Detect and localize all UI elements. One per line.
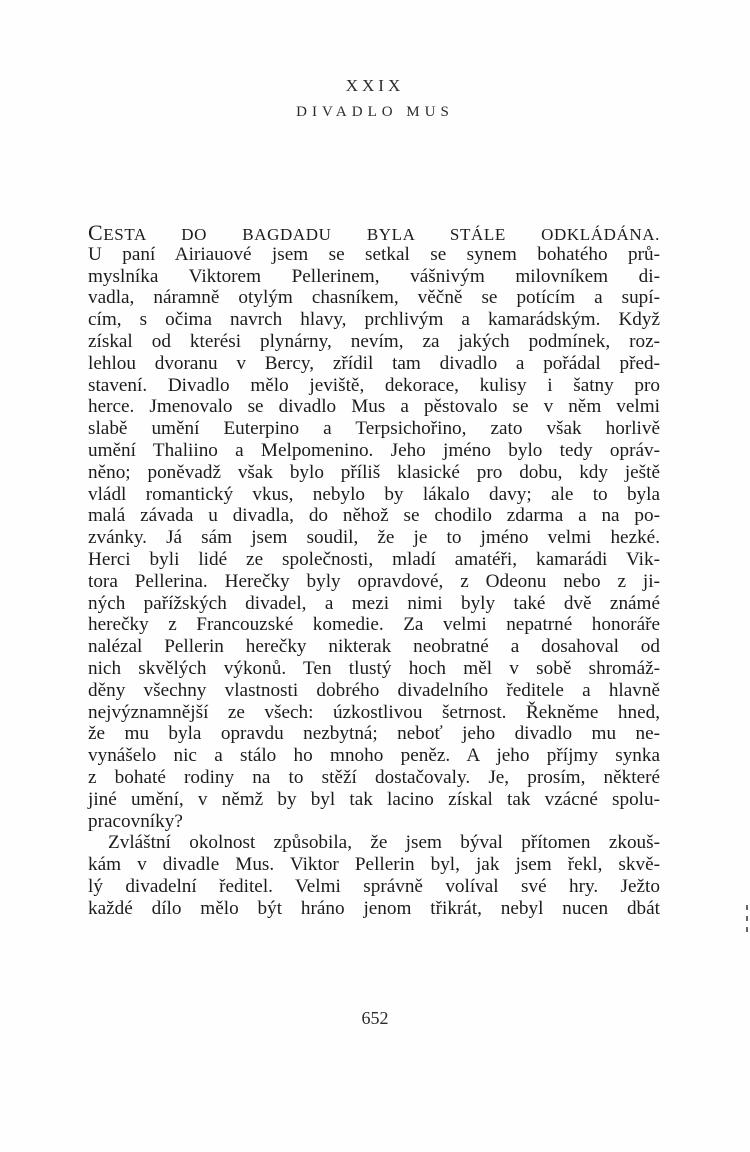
text-line: tora Pellerina. Herečky byly opravdové, z Odeonu nebo z ji-: [88, 570, 660, 592]
text-line: vládl romantický vkus, nebylo by lákalo davy; ale to byla: [88, 483, 660, 505]
text-line: U paní Airiauové jsem se setkal se synem bohatého prů-: [88, 243, 660, 265]
text-line: zvánky. Já sám jsem soudil, že je to jméno velmi hezké.: [88, 527, 660, 549]
text-line: stavení. Divadlo mělo jeviště, dekorace, kulisy i šatny pro: [88, 374, 660, 396]
chapter-title: DIVADLO MUS: [296, 104, 454, 120]
text-line: z bohaté rodiny na to stěží dostačovaly. Je, prosím, některé: [88, 766, 660, 788]
text-line: získal od kterési plynárny, nevím, za jakých podmínek, roz-: [88, 330, 660, 352]
paragraph-start-line: Zvláštní okolnost způsobila, že jsem býval přítomen zkouš-: [108, 832, 660, 854]
text-line: děny všechny vlastnosti dobrého divadelního ředitele a hlavně: [88, 679, 660, 701]
scan-margin-marks: [746, 905, 749, 938]
text-line: umění Thaliino a Melpomenino. Jeho jméno bylo tedy opráv-: [88, 439, 660, 461]
text-line: lý divadelní ředitel. Velmi správně volíval své hry. Ježto: [88, 875, 660, 897]
text-line: vynášelo nic a stálo ho mnoho peněz. A jeho příjmy synka: [88, 745, 660, 767]
text-line: cím, s očima navrch hlavy, prchlivým a kamarádským. Když: [88, 309, 660, 331]
opening-line: [88, 222, 660, 244]
text-line: každé dílo mělo být hráno jenom třikrát, nebyl nucen dbát: [88, 897, 660, 919]
text-line: nejvýznamnější ze všech: úzkostlivou šetrnost. Řekněme hned,: [88, 701, 660, 723]
text-line: nich skvělých výkonů. Ten tlustý hoch měl v sobě shromáž-: [88, 657, 660, 679]
body-text: [88, 222, 660, 920]
text-line: herce. Jmenovalo se divadlo Mus a pěstovalo se v něm velmi: [88, 396, 660, 418]
text-line: nalézal Pellerin herečky nikterak neobratné a dosahoval od: [88, 636, 660, 658]
text-line: že mu byla opravdu nezbytná; neboť jeho divadlo mu ne-: [88, 723, 660, 745]
text-line: něno; poněvadž však bylo příliš klasické pro dobu, kdy ještě: [88, 461, 660, 483]
text-line: vadla, náramně otylým chasníkem, věčně se potícím a supí-: [88, 287, 660, 309]
text-line: myslníka Viktorem Pellerinem, vášnivým milovníkem di-: [88, 265, 660, 287]
text-line: lehlou dvoranu v Bercy, zřídil tam divadlo a pořádal před-: [88, 352, 660, 374]
chapter-number: XXIX: [345, 76, 405, 95]
text-line: herečky z Francouzské komedie. Za velmi nepatrné honoráře: [88, 614, 660, 636]
text-line: malá závada u divadla, do něhož se chodilo zdarma a na po-: [88, 505, 660, 527]
text-line: Herci byli lidé ze společnosti, mladí amatéři, kamarádi Vik-: [88, 548, 660, 570]
initial-letter: C: [88, 220, 104, 245]
paragraph-end-line: pracovníky?: [88, 810, 183, 832]
page-number: 652: [361, 1008, 389, 1028]
text-line: slabě umění Euterpino a Terpsichořino, zato však horlivě: [88, 418, 660, 440]
text-line: kám v divadle Mus. Viktor Pellerin byl, jak jsem řekl, skvě-: [88, 854, 660, 876]
text-line: ných pařížských divadel, a mezi nimi byly také dvě známé: [88, 592, 660, 614]
text-line: jiné umění, v němž by byl tak lacino získal tak vzácné spolu-: [88, 788, 660, 810]
opening-line-text: ESTA DO BAGDADU BYLA STÁLE ODKLÁDÁNA.: [103, 225, 660, 244]
